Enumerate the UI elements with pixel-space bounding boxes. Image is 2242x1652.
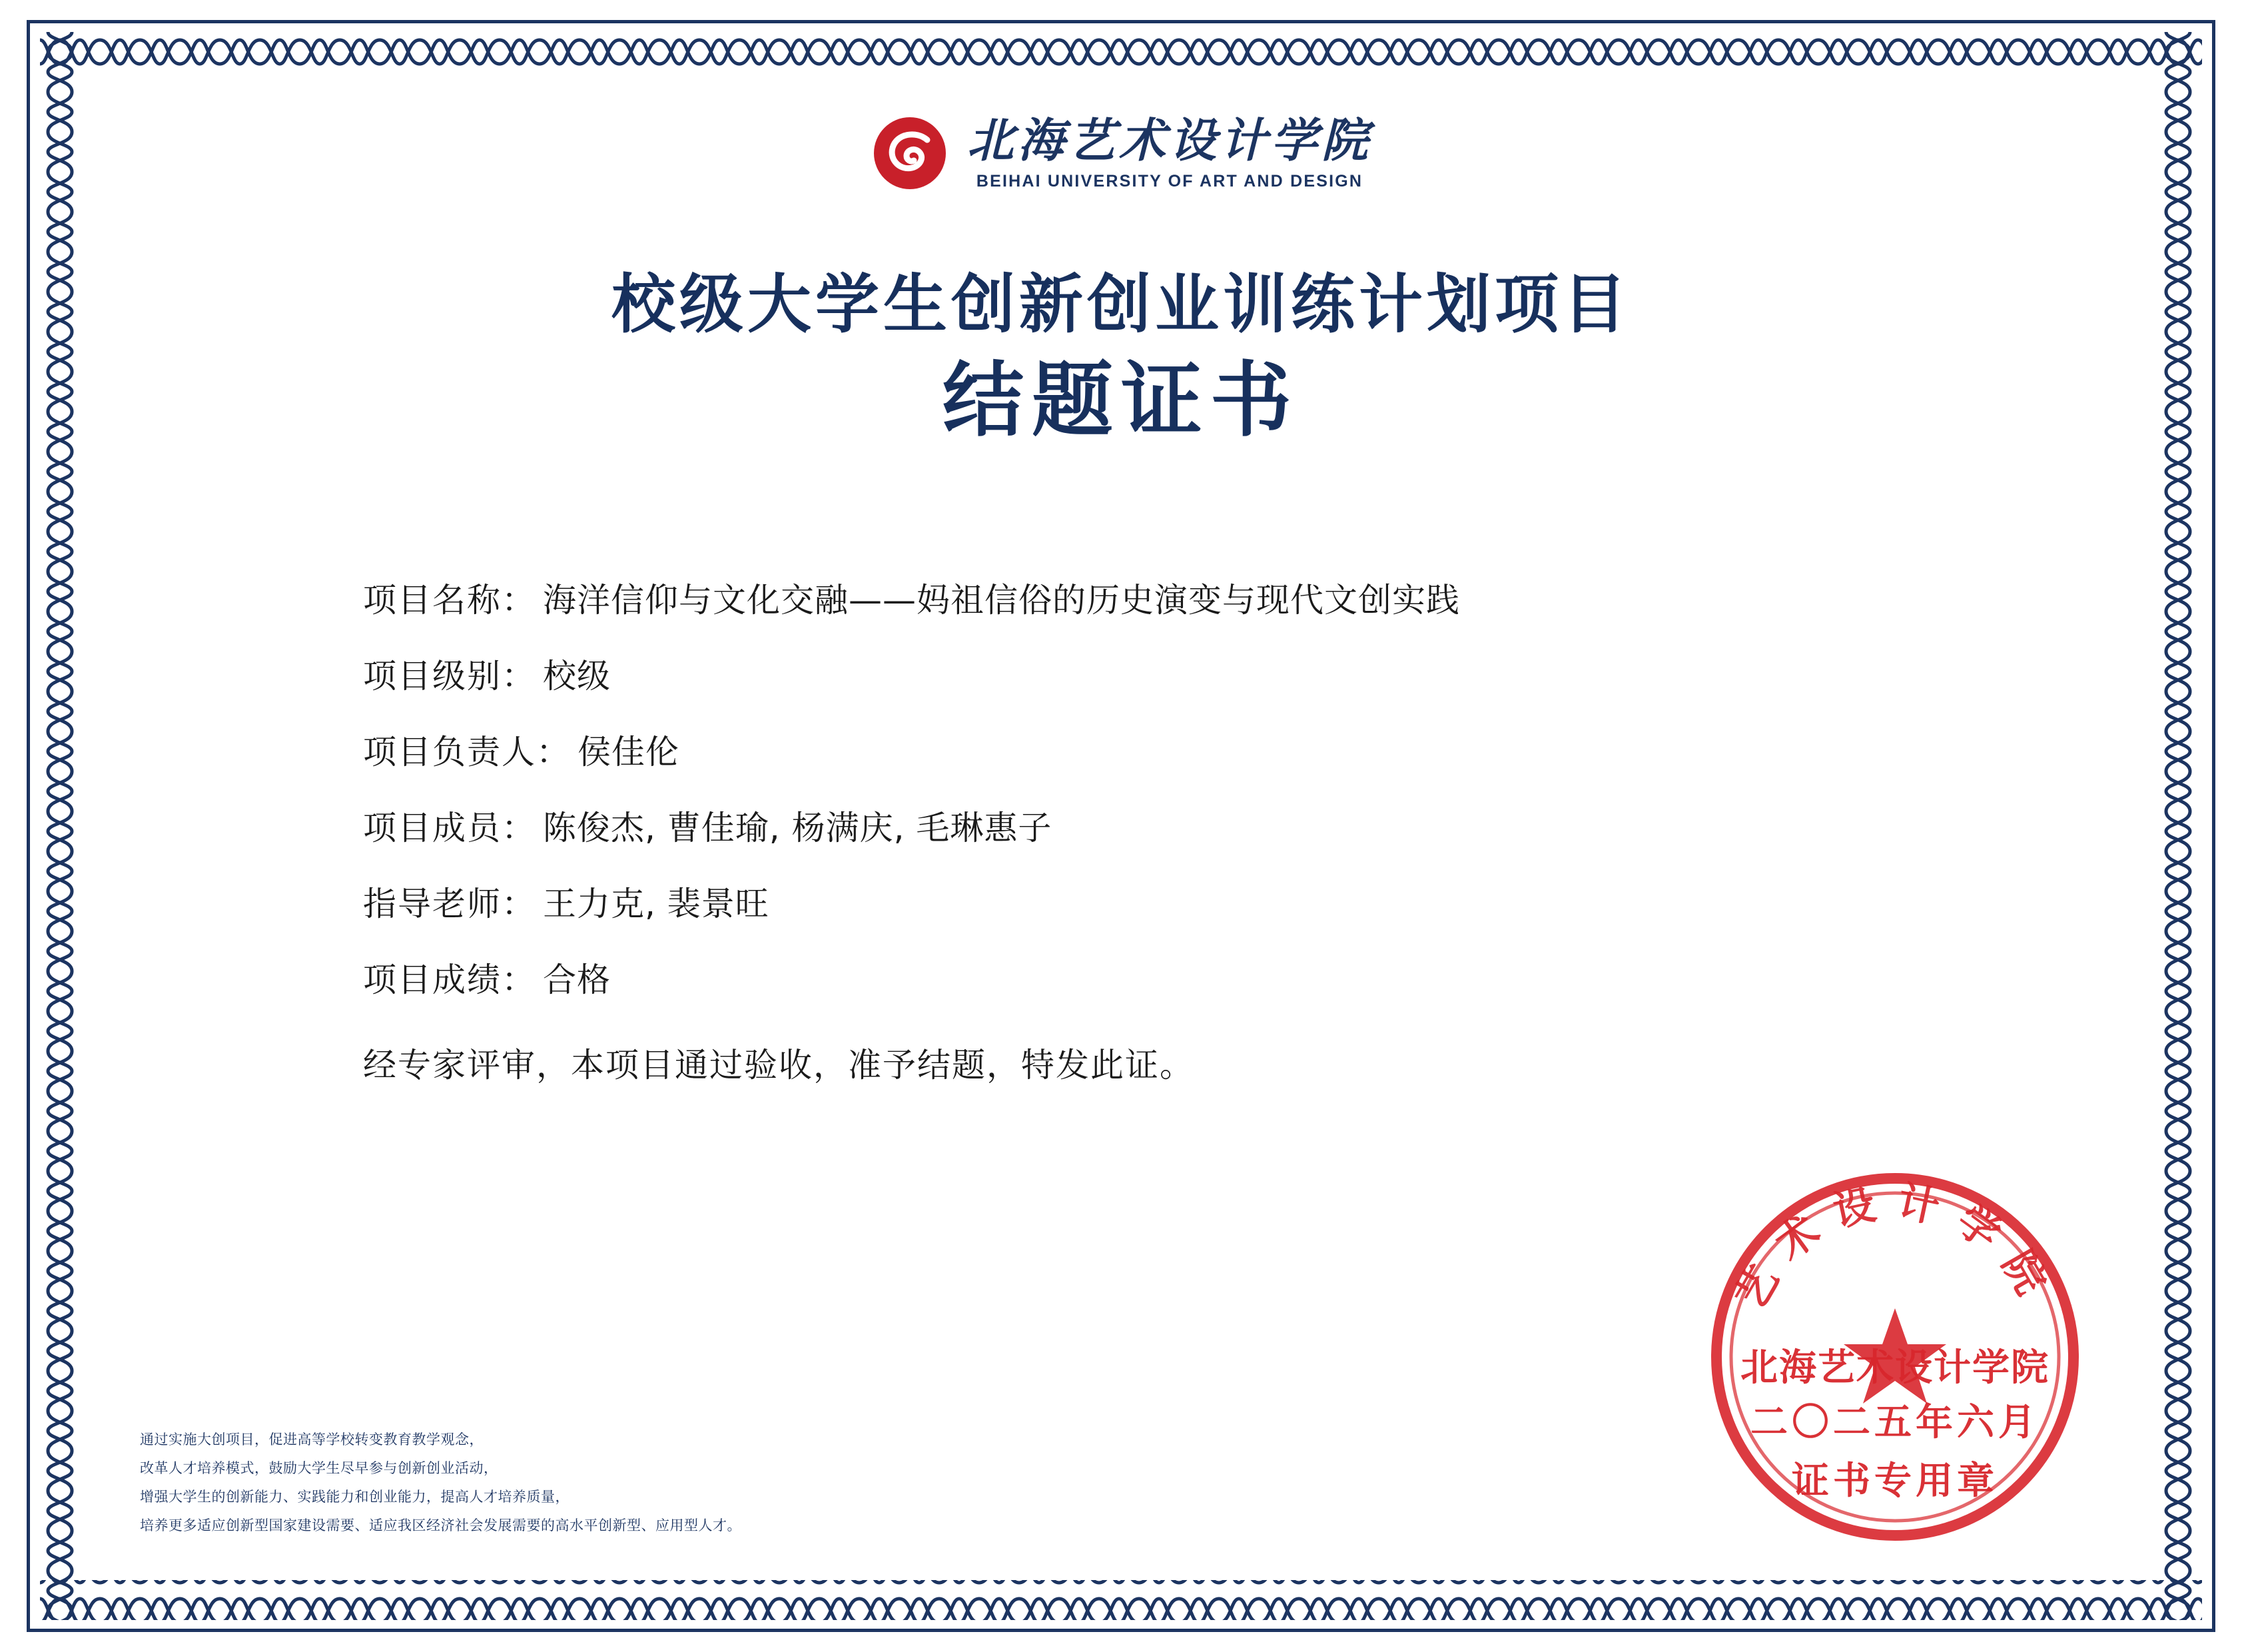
certificate-statement: 经专家评审，本项目通过验收，准予结题，特发此证。 [363,1045,1194,1084]
field-label: 项目名称： [363,580,536,620]
field-value: 侯佳伦 [577,732,679,771]
seal-center-line1: 北海艺术设计学院 [1740,1346,2050,1390]
spiral-wave-logo-icon [870,113,950,193]
footnote-line: 改革人才培养模式，鼓励大学生尽早参与创新创业活动， [140,1459,498,1476]
footnote-line: 培养更多适应创新型国家建设需要、适应我区经济社会发展需要的高水平创新型、应用型人才。 [140,1517,741,1533]
field-label: 指导老师： [363,884,536,923]
footnote-line: 增强大学生的创新能力、实践能力和创业能力，提高人才培养质量， [140,1488,569,1505]
field-label: 项目成绩： [363,960,536,999]
certificate-title-line2: 结题证书 [942,352,1300,448]
certificate-title-line1: 校级大学生创新创业训练计划项目 [611,266,1631,342]
field-label: 项目成员： [363,808,536,847]
seal-arc-text: 艺术设计学院 [1725,1176,2065,1318]
field-row [363,877,2055,925]
field-label: 项目级别： [363,656,536,695]
seal-bottom-text: 证书专用章 [1792,1459,1998,1503]
field-value: 海洋信仰与文化交融——妈祖信俗的历史演变与现代文创实践 [543,580,1460,620]
certificate-footnote [140,1426,741,1540]
field-row [363,574,2055,621]
institution-name-cn: 北海艺术设计学院 [967,112,1372,168]
field-row [363,801,2055,849]
field-row [363,649,2055,697]
field-label: 项目负责人： [363,732,571,771]
field-value: 校级 [543,656,611,695]
footnote-line: 通过实施大创项目，促进高等学校转变教育教学观念， [140,1431,484,1447]
field-value: 陈俊杰, 曹佳瑜, 杨满庆, 毛琳惠子 [543,808,1052,847]
institution-name-block [967,112,1372,191]
official-seal [1698,1160,2091,1553]
institution-logo [107,113,2135,193]
certificate-content [107,80,2135,1572]
certificate-fields [363,574,2055,1086]
field-value: 合格 [543,960,611,999]
field-row [363,953,2055,1001]
seal-center-line2: 二〇二五年六月 [1750,1400,2040,1444]
field-value: 王力克, 裴景旺 [543,884,769,923]
field-row [363,725,2055,773]
institution-name-en: BEIHAI UNIVERSITY OF ART AND DESIGN [976,171,1363,191]
